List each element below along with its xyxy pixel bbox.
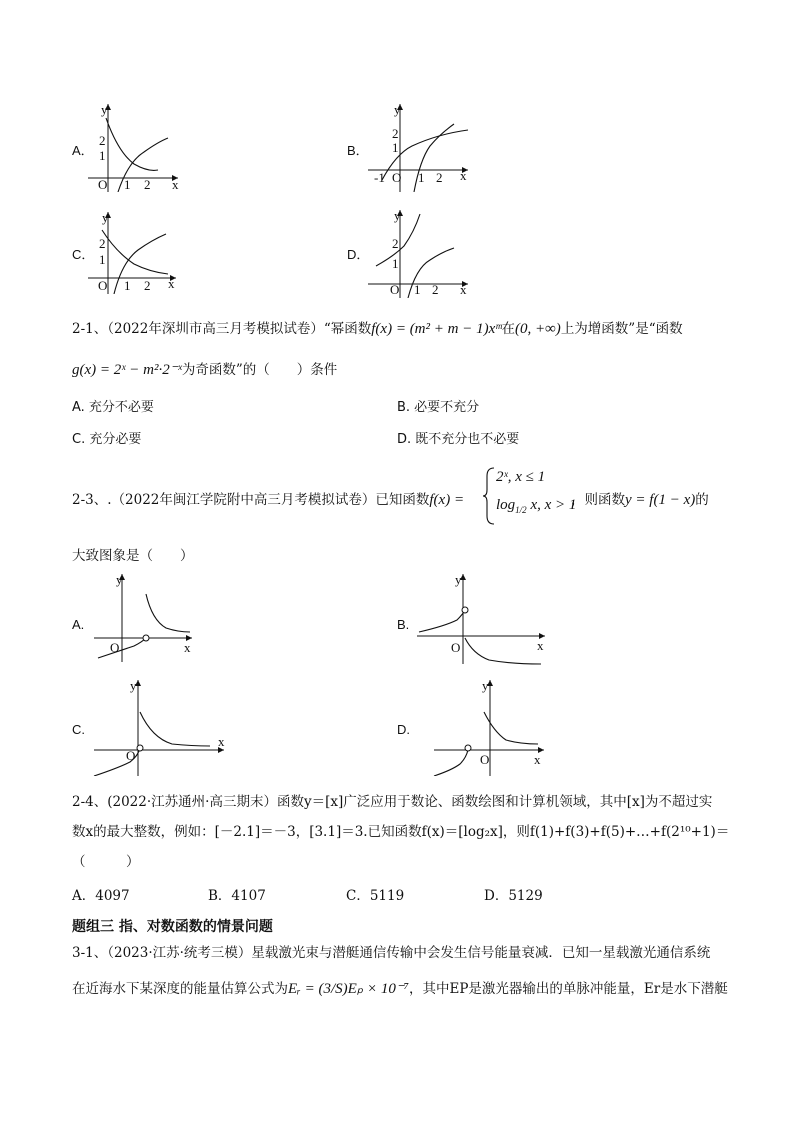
svg-text:2: 2 xyxy=(436,170,443,185)
option-a-label: A． xyxy=(72,143,94,158)
svg-text:1: 1 xyxy=(392,256,399,271)
q2-3-line1-post: ，则函数y = f(1 − x)的 xyxy=(571,492,709,508)
q2-3-graph-b xyxy=(415,570,555,666)
q2-4-line1: 2-4、(2022·江苏通州·高三期末）函数y＝[x]广泛应用于数论、函数绘图和计算机领域，其中[x]为不超过实 xyxy=(72,794,713,810)
svg-text:2: 2 xyxy=(432,282,439,297)
svg-text:O: O xyxy=(110,640,120,655)
svg-text:2: 2 xyxy=(392,126,399,141)
svg-text:1: 1 xyxy=(124,278,131,293)
svg-text:O: O xyxy=(390,282,400,297)
q2-1-line1: 2-1、（2022年深圳市高三月考模拟试卷）“幂函数f(x) = (m² + m − 1)xᵐ在(0, +∞)上为增函数”是“函数 xyxy=(72,321,683,337)
svg-text:1: 1 xyxy=(124,177,131,192)
svg-text:2: 2 xyxy=(392,236,399,251)
piecewise-case-2: $\log_{1/2} x$, x > 1 xyxy=(496,497,577,515)
q2-3-option-d: D. xyxy=(397,722,410,737)
q2-3-line1-pre: 2-3、.（2022年闽江学院附中高三月考模拟试卷）已知函数f(x) = xyxy=(72,492,465,508)
svg-text:O: O xyxy=(392,170,402,185)
svg-text:2: 2 xyxy=(99,236,106,251)
q2-1-line2: g(x) = 2ˣ − m²·2⁻ˣ为奇函数”的（ ）条件 xyxy=(72,362,338,378)
svg-text:2: 2 xyxy=(99,133,106,148)
svg-text:2: 2 xyxy=(144,177,151,192)
q2-3-line2: 大致图象是（ ） xyxy=(72,548,194,564)
option-d-label: D． xyxy=(347,247,370,262)
svg-text:x: x xyxy=(460,282,467,297)
y-axis-label: y xyxy=(101,102,108,117)
q2-4-line3: （ ） xyxy=(72,854,140,870)
q2-4-option-a: A．4097 xyxy=(72,888,130,904)
x-axis-label: x xyxy=(172,177,179,192)
svg-text:x: x xyxy=(184,640,191,655)
q2-3-option-a: A. xyxy=(72,617,85,632)
svg-text:1: 1 xyxy=(99,148,106,163)
q1-graph-b xyxy=(368,100,478,192)
piecewise-case-1: 2ˣ, x ≤ 1 xyxy=(496,469,546,485)
q1-graph-a xyxy=(88,100,188,192)
q2-3-graph-d xyxy=(432,676,552,776)
svg-text:y: y xyxy=(130,678,137,693)
option-c-label: C． xyxy=(72,247,95,262)
q3-1-line2: 在近海水下某深度的能量估算公式为Eᵣ = (3/S)Eₚ × 10⁻⁷，其中EP是激光器输出的单脉冲能量，Er是水下潜艇 xyxy=(72,981,728,997)
q1-graph-d xyxy=(368,206,478,298)
q3-1-line1: 3-1、（2023·江苏·统考三模）星载激光束与潜艇通信传输中会发生信号能量衰减．已知一星载激光通信系统 xyxy=(72,945,711,961)
svg-text:1: 1 xyxy=(392,140,399,155)
q1-graph-c xyxy=(88,208,188,294)
svg-text:O: O xyxy=(98,278,108,293)
q2-4-option-c: C．5119 xyxy=(346,888,405,904)
svg-text:y: y xyxy=(455,572,462,587)
svg-text:1: 1 xyxy=(414,282,421,297)
q2-1-option-d: D. 既不充分也不必要 xyxy=(397,432,520,447)
svg-text:y: y xyxy=(102,210,109,225)
svg-text:O: O xyxy=(126,748,136,763)
q2-3-option-c: C. xyxy=(72,722,85,737)
svg-text:y: y xyxy=(394,102,401,117)
svg-text:O: O xyxy=(451,640,461,655)
svg-text:O: O xyxy=(480,752,490,767)
svg-text:x: x xyxy=(537,638,544,653)
svg-text:x: x xyxy=(534,752,541,767)
svg-text:y: y xyxy=(116,572,123,587)
q2-1-option-b: B. 必要不充分 xyxy=(397,400,480,415)
section-heading: 题组三 指、对数函数的情景问题 xyxy=(72,919,273,935)
origin-label: O xyxy=(98,177,108,192)
q2-4-line2: 数x的最大整数，例如：[－2.1]＝－3，[3.1]＝3.已知函数f(x)＝[log₂x]，则f(1)+f(3)+f(5)+…+f(2¹⁰+1)＝ xyxy=(72,824,730,840)
q2-1-option-c: C. 充分必要 xyxy=(72,432,142,447)
svg-text:x: x xyxy=(168,276,175,291)
svg-text:2: 2 xyxy=(144,278,151,293)
svg-text:x: x xyxy=(460,168,467,183)
svg-text:-1: -1 xyxy=(374,170,385,185)
q2-3-graph-a xyxy=(92,570,202,662)
q2-4-option-b: B．4107 xyxy=(208,888,266,904)
q2-3-option-b: B. xyxy=(397,617,410,632)
svg-text:x: x xyxy=(218,734,225,749)
q2-3-graph-c xyxy=(92,676,232,776)
svg-text:1: 1 xyxy=(418,170,425,185)
svg-text:y: y xyxy=(482,678,489,693)
svg-text:1: 1 xyxy=(99,252,106,267)
svg-text:y: y xyxy=(394,208,401,223)
option-b-label: B． xyxy=(347,143,369,158)
piecewise-brace xyxy=(482,466,496,526)
q2-1-option-a: A. 充分不必要 xyxy=(72,400,154,415)
q2-4-option-d: D．5129 xyxy=(484,888,543,904)
